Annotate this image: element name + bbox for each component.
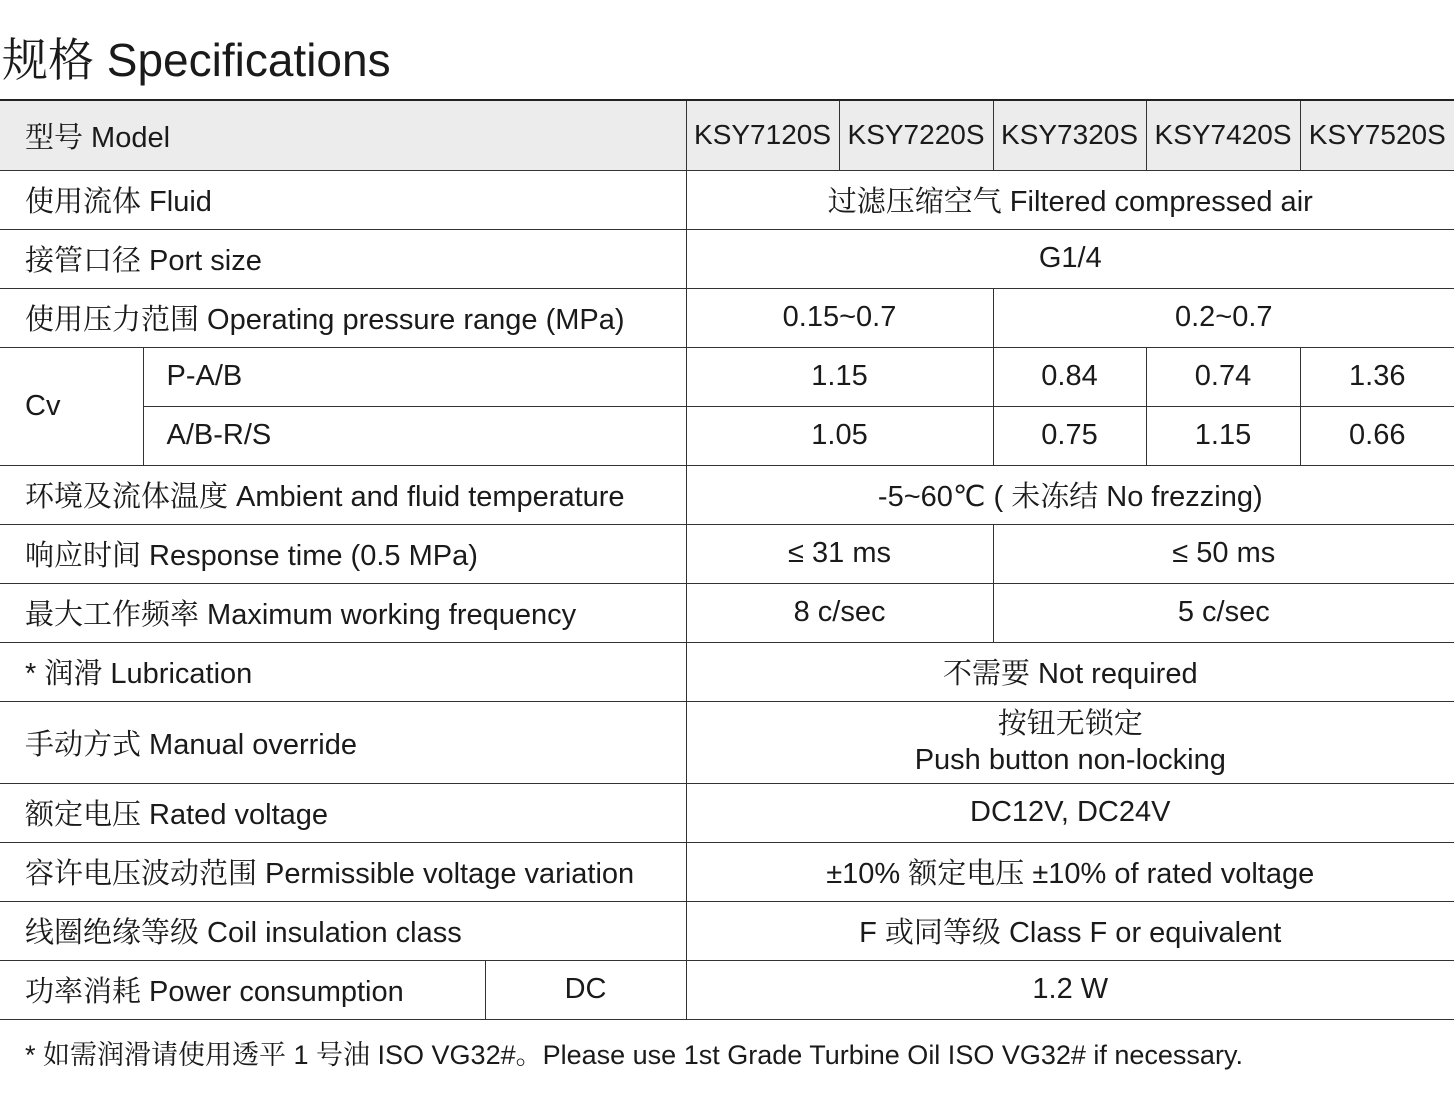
model-ksy7320s: KSY7320S — [993, 101, 1146, 170]
model-ksy7420s: KSY7420S — [1146, 101, 1300, 170]
insulation-label: 线圈绝缘等级 Coil insulation class — [0, 901, 686, 960]
footnote: * 如需润滑请使用透平 1 号油 ISO VG32#。Please use 1st Grade Turbine Oil ISO VG32# if necessary. — [25, 1040, 1243, 1070]
model-ksy7520s: KSY7520S — [1300, 101, 1454, 170]
cv-abrs-value-4: 0.66 — [1300, 406, 1454, 465]
lubrication-label: * 润滑 Lubrication — [0, 642, 686, 701]
cv-pab-value-2: 0.84 — [993, 347, 1146, 406]
frequency-value-a: 8 c/sec — [686, 583, 993, 642]
cv-abrs-value-2: 0.75 — [993, 406, 1146, 465]
table-row — [0, 406, 1454, 465]
frequency-value-b: 5 c/sec — [993, 583, 1454, 642]
table-row — [0, 288, 1454, 347]
table-row — [0, 842, 1454, 901]
cv-label: Cv — [0, 347, 143, 465]
model-ksy7120s: KSY7120S — [686, 101, 839, 170]
power-label: 功率消耗 Power consumption — [0, 960, 485, 1019]
header-row — [0, 101, 1454, 170]
table-row — [0, 229, 1454, 288]
pressure-value-b: 0.2~0.7 — [993, 288, 1454, 347]
cv-abrs-value-1: 1.05 — [686, 406, 993, 465]
cv-pab-value-1: 1.15 — [686, 347, 993, 406]
pressure-value-a: 0.15~0.7 — [686, 288, 993, 347]
table-row — [0, 170, 1454, 229]
rated-voltage-value: DC12V, DC24V — [686, 783, 1454, 842]
table-row — [0, 524, 1454, 583]
pressure-label: 使用压力范围 Operating pressure range (MPa) — [0, 288, 686, 347]
port-size-value: G1/4 — [686, 229, 1454, 288]
insulation-value: F 或同等级 Class F or equivalent — [686, 901, 1454, 960]
table-row — [0, 960, 1454, 1019]
manual-override-value-cn: 按钮无锁定 — [997, 708, 1143, 740]
cv-abrs-label: A/B-R/S — [143, 406, 686, 465]
lubrication-value: 不需要 Not required — [686, 642, 1454, 701]
table-row — [0, 642, 1454, 701]
temperature-label: 环境及流体温度 Ambient and fluid temperature — [0, 465, 686, 524]
table-row — [0, 583, 1454, 642]
manual-override-value-en: Push button non-locking — [914, 744, 1226, 776]
cv-pab-value-4: 1.36 — [1300, 347, 1454, 406]
voltage-variation-value: ±10% 额定电压 ±10% of rated voltage — [686, 842, 1454, 901]
table-row — [0, 347, 1454, 406]
table-row — [0, 783, 1454, 842]
table-row — [0, 701, 1454, 783]
cv-pab-label: P-A/B — [143, 347, 686, 406]
fluid-label: 使用流体 Fluid — [0, 170, 686, 229]
frequency-label: 最大工作频率 Maximum working frequency — [0, 583, 686, 642]
power-sub-label: DC — [485, 960, 686, 1019]
response-label: 响应时间 Response time (0.5 MPa) — [0, 524, 686, 583]
fluid-value: 过滤压缩空气 Filtered compressed air — [686, 170, 1454, 229]
cv-abrs-value-3: 1.15 — [1146, 406, 1300, 465]
response-value-a: ≤ 31 ms — [686, 524, 993, 583]
manual-override-value — [686, 701, 1454, 783]
spec-table — [0, 101, 1454, 1020]
model-label: 型号 Model — [0, 101, 686, 170]
response-value-b: ≤ 50 ms — [993, 524, 1454, 583]
manual-override-label: 手动方式 Manual override — [0, 701, 686, 783]
page-title: 规格 Specifications — [2, 34, 391, 86]
voltage-variation-label: 容许电压波动范围 Permissible voltage variation — [0, 842, 686, 901]
port-size-label: 接管口径 Port size — [0, 229, 686, 288]
table-row — [0, 901, 1454, 960]
power-value: 1.2 W — [686, 960, 1454, 1019]
model-ksy7220s: KSY7220S — [839, 101, 993, 170]
table-row — [0, 465, 1454, 524]
temperature-value: -5~60℃ ( 未冻结 No frezzing) — [686, 465, 1454, 524]
rated-voltage-label: 额定电压 Rated voltage — [0, 783, 686, 842]
cv-pab-value-3: 0.74 — [1146, 347, 1300, 406]
